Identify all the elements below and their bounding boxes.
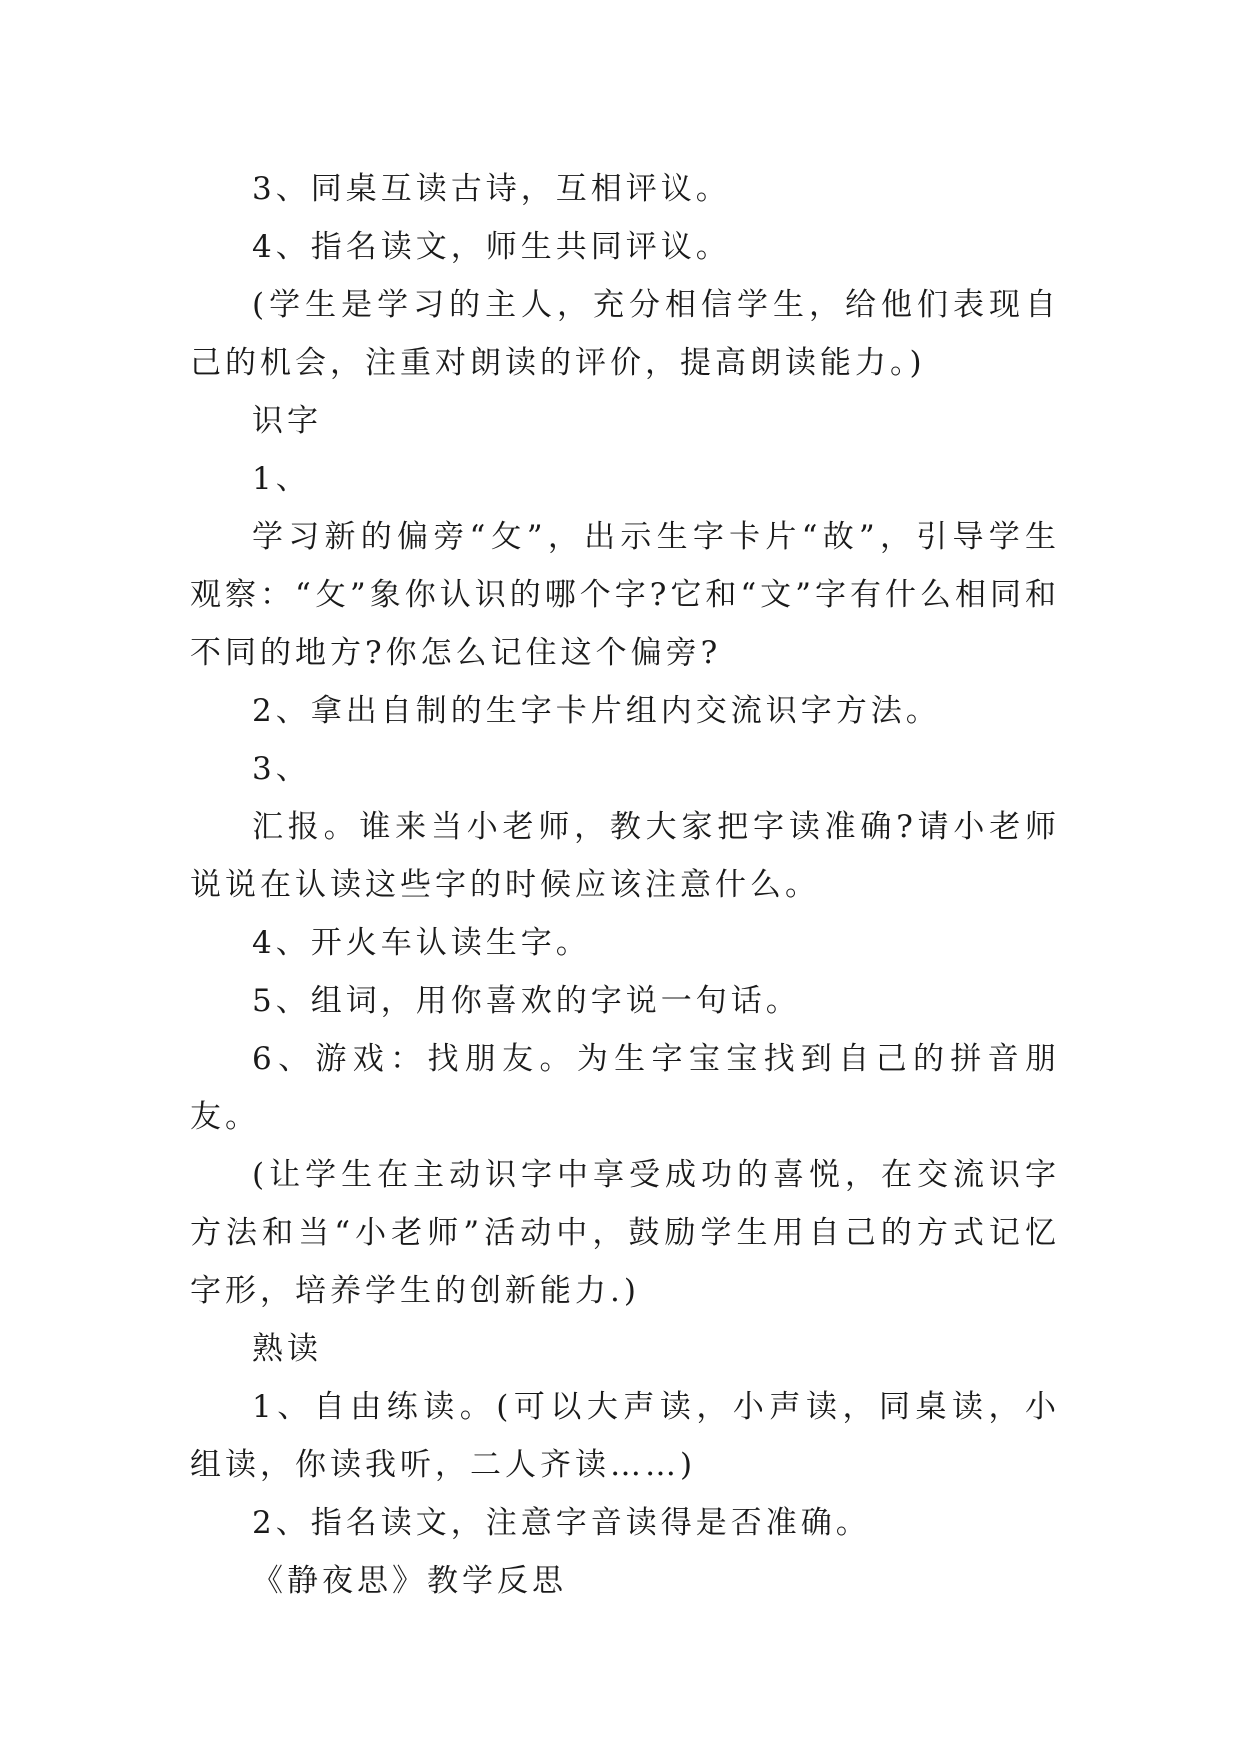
section-heading-reflection: 《静夜思》教学反思: [252, 1563, 567, 1599]
section-heading-shizi: 识字: [252, 403, 322, 439]
paragraph: 汇报。谁来当小老师，教大家把字读准确?请小老师说说在认读这些字的时候应该注意什么。: [190, 809, 1060, 903]
paragraph: 3、: [252, 751, 311, 787]
paragraph: 2、拿出自制的生字卡片组内交流识字方法。: [252, 693, 941, 729]
paragraph: 3、同桌互读古诗，互相评议。: [252, 171, 731, 207]
paragraph: 2、指名读文，注意字音读得是否准确。: [252, 1505, 871, 1541]
document-body: [190, 160, 1060, 1610]
paragraph: 1、自由练读。(可以大声读，小声读，同桌读，小组读，你读我听，二人齐读……): [190, 1389, 1060, 1483]
section-heading-shudu: 熟读: [252, 1331, 322, 1367]
paragraph: 4、指名读文，师生共同评议。: [252, 229, 731, 265]
paragraph: 6、游戏：找朋友。为生字宝宝找到自己的拼音朋友。: [190, 1041, 1060, 1135]
paragraph: 1、: [252, 461, 311, 497]
paragraph: 5、组词，用你喜欢的字说一句话。: [252, 983, 801, 1019]
paragraph: (让学生在主动识字中享受成功的喜悦，在交流识字方法和当“小老师”活动中，鼓励学生用自己的方式记忆字形，培养学生的创新能力.): [190, 1157, 1060, 1309]
paragraph: 学习新的偏旁“攵”，出示生字卡片“故”，引导学生观察：“攵”象你认识的哪个字?它和“文”字有什么相同和不同的地方?你怎么记住这个偏旁?: [190, 519, 1061, 671]
paragraph: 4、开火车认读生字。: [252, 925, 591, 961]
paragraph: (学生是学习的主人，充分相信学生，给他们表现自己的机会，注重对朗读的评价，提高朗读能力。): [190, 287, 1060, 381]
